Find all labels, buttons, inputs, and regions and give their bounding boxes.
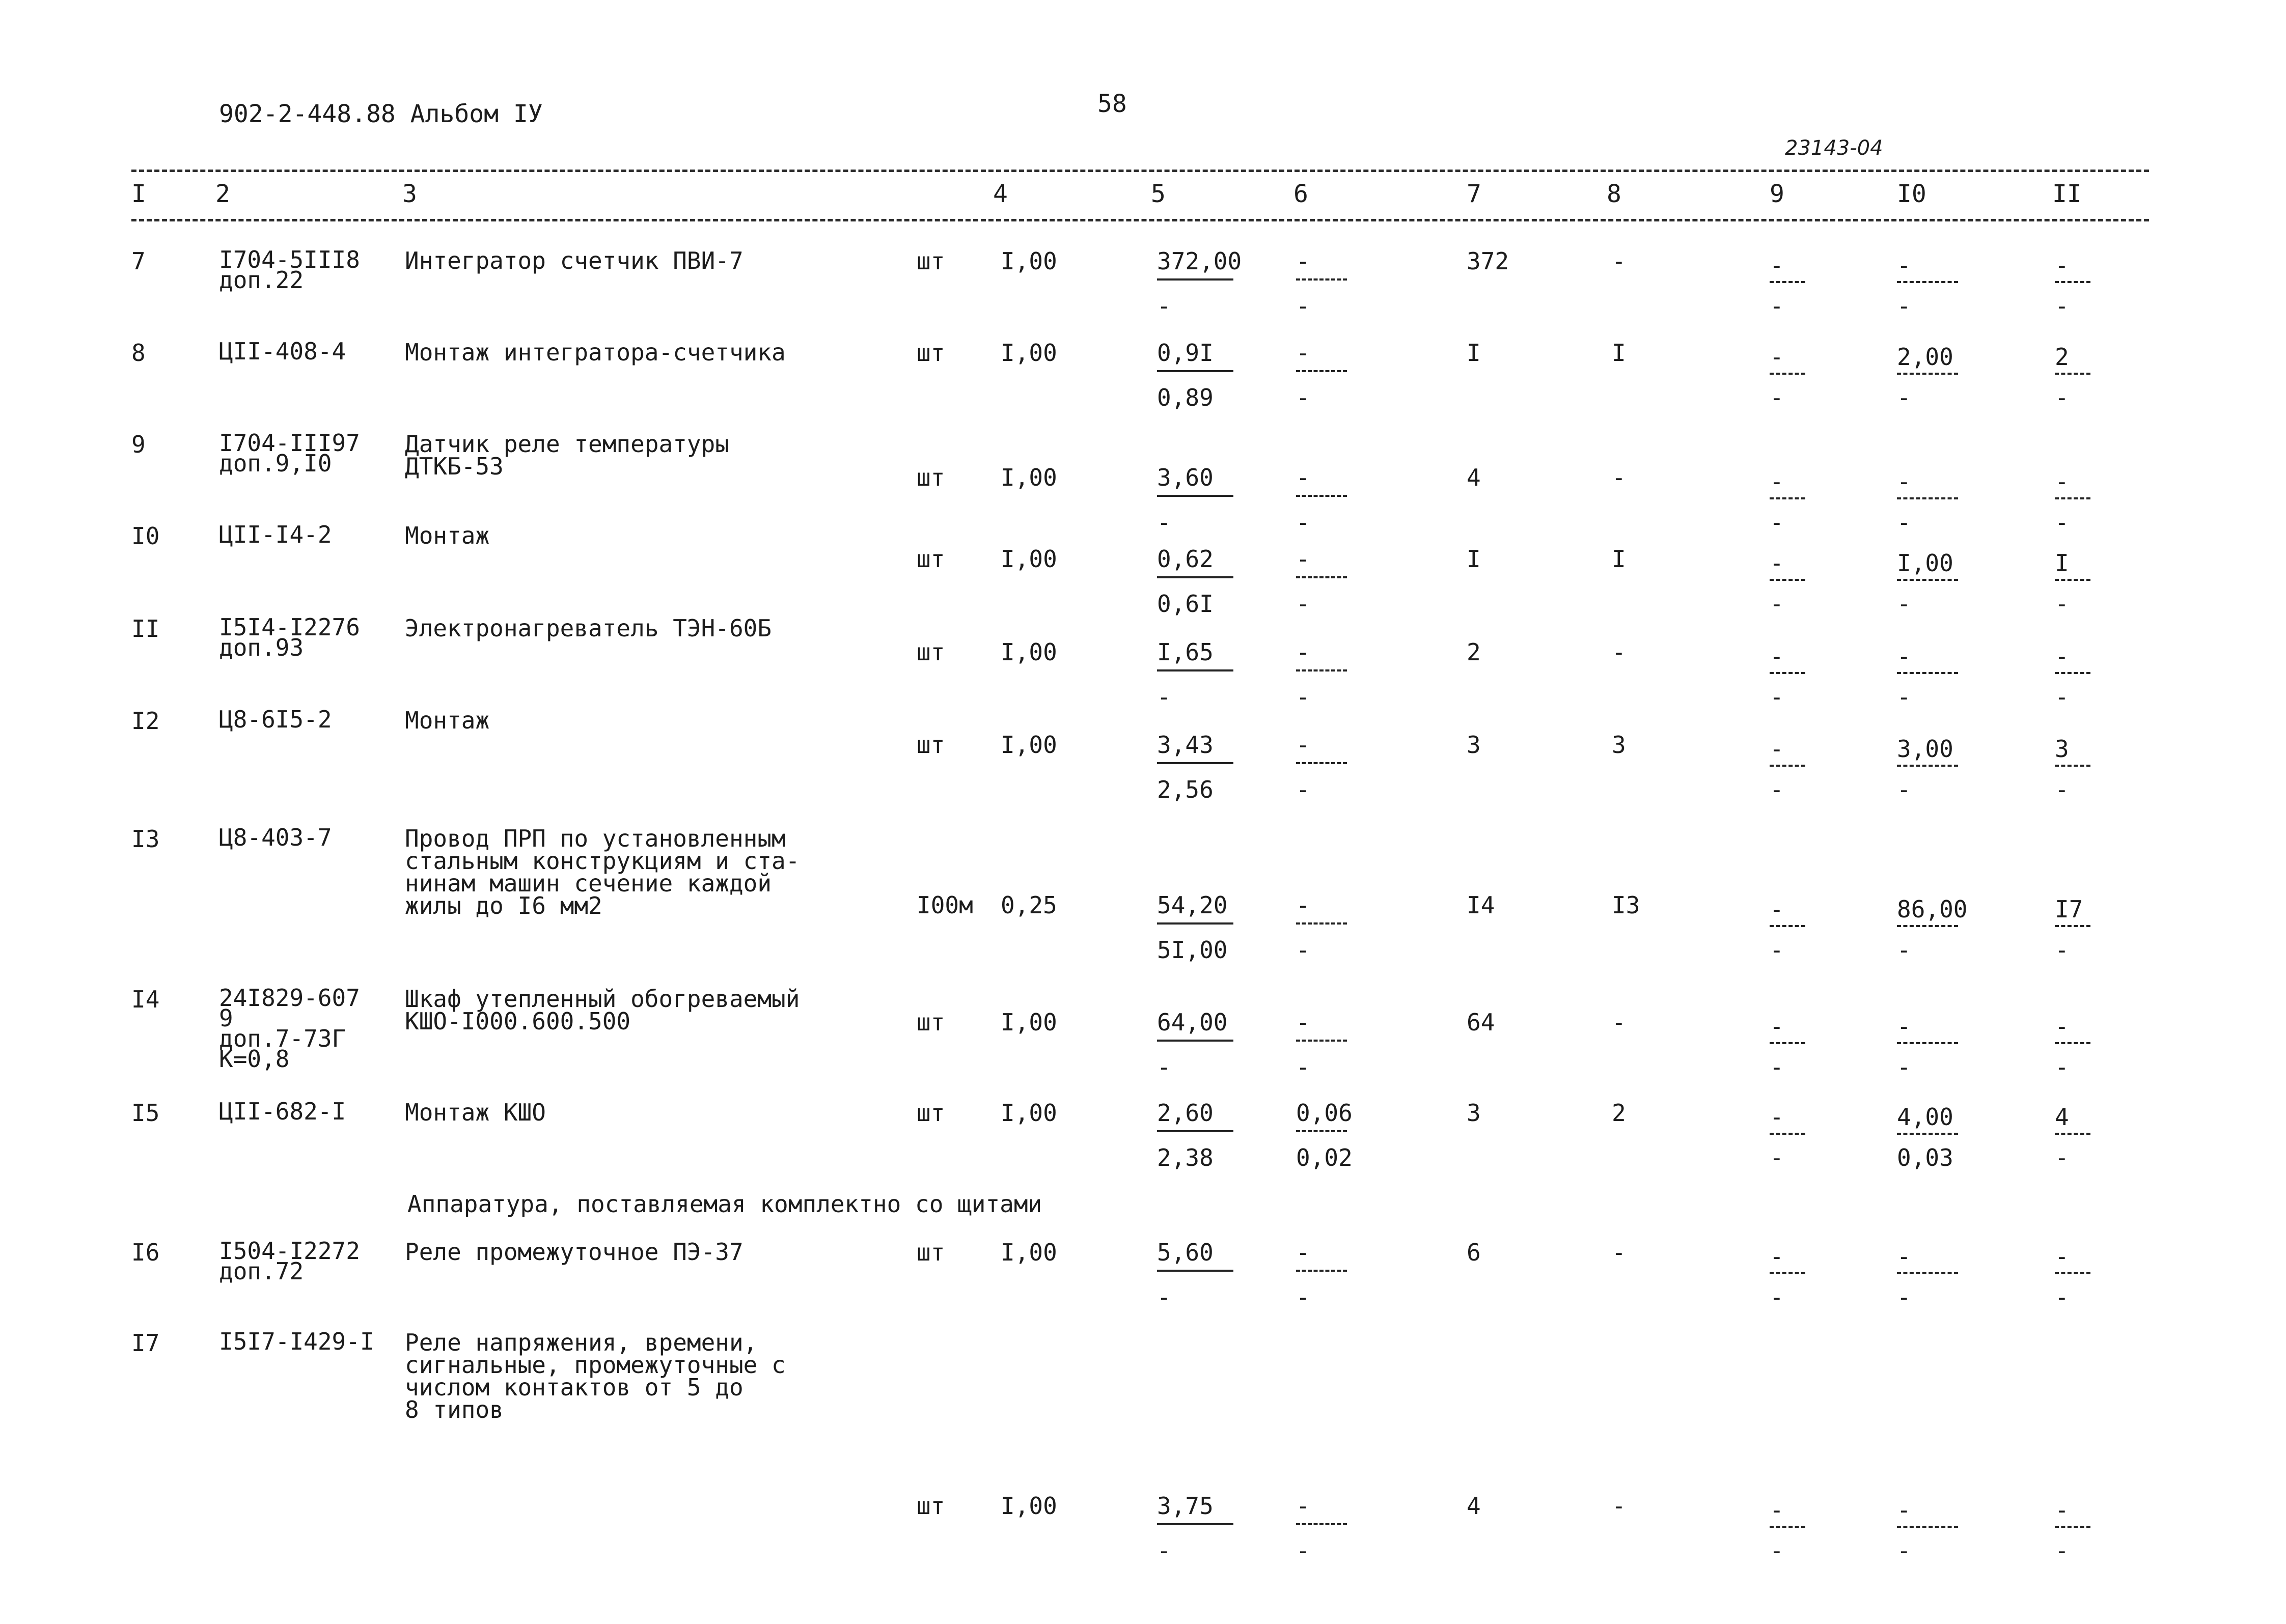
column-9-bottom: - bbox=[1770, 509, 1784, 536]
fraction-bar bbox=[1770, 1272, 1805, 1274]
row-number: I7 bbox=[131, 1329, 160, 1357]
column-10-bottom: - bbox=[1897, 1283, 1911, 1311]
column-8-value: - bbox=[1612, 1492, 1626, 1520]
fraction-bar bbox=[1897, 672, 1958, 674]
machine-cost: - bbox=[1296, 339, 1310, 367]
column-10-bottom: - bbox=[1897, 292, 1911, 320]
price-code: I5I4-I2276 доп.93 bbox=[219, 613, 360, 661]
column-10-top: 3,00 bbox=[1897, 735, 1953, 763]
fraction-bar bbox=[1157, 278, 1233, 281]
unit: шт bbox=[917, 247, 945, 275]
machine-cost: - bbox=[1296, 545, 1310, 573]
item-description: Интегратор счетчик ПВИ-7 bbox=[405, 247, 743, 274]
fraction-bar bbox=[2055, 1272, 2090, 1274]
fraction-bar bbox=[1157, 576, 1233, 578]
column-9-bottom: - bbox=[1770, 683, 1784, 711]
unit: шт bbox=[917, 1492, 945, 1520]
column-9-top: - bbox=[1770, 343, 1784, 371]
quantity: I,00 bbox=[1001, 247, 1057, 275]
fraction-bar bbox=[1157, 1130, 1233, 1132]
fraction-bar bbox=[1296, 1270, 1347, 1272]
column-8-value: I bbox=[1612, 339, 1626, 367]
row-number: II bbox=[131, 615, 160, 642]
item-description: Реле напряжения, времени, сигнальные, промежуточные с числом контактов от 5 до 8 типов bbox=[405, 1329, 786, 1423]
fraction-bar bbox=[2055, 281, 2090, 283]
column-9-top: - bbox=[1770, 468, 1784, 495]
unit: шт bbox=[917, 545, 945, 573]
unit: шт bbox=[917, 339, 945, 367]
item-description: Монтаж bbox=[405, 707, 490, 734]
column-9-bottom: - bbox=[1770, 1053, 1784, 1081]
column-9-top: - bbox=[1770, 1103, 1784, 1131]
column-9-top: - bbox=[1770, 895, 1784, 923]
item-description: Датчик реле температуры ДТКБ-53 bbox=[405, 430, 729, 480]
column-8-value: 3 bbox=[1612, 731, 1626, 759]
price-code: I504-I2272 доп.72 bbox=[219, 1237, 360, 1285]
column-10-top: 2,00 bbox=[1897, 343, 1953, 371]
column-header-10: I0 bbox=[1897, 180, 1926, 208]
fraction-bar bbox=[2055, 373, 2090, 375]
column-8-value: - bbox=[1612, 638, 1626, 666]
fraction-bar bbox=[1157, 370, 1233, 372]
column-10-bottom: 0,03 bbox=[1897, 1144, 1953, 1171]
price-code: I704-5III8 доп.22 bbox=[219, 246, 360, 294]
unit: шт bbox=[917, 464, 945, 491]
header-top-rule bbox=[131, 170, 2149, 172]
fraction-bar bbox=[2055, 765, 2090, 767]
item-description: Провод ПРП по установленным стальным конструкциям и ста- нинам машин сечение каждой жилы до I6 мм2 bbox=[405, 825, 800, 919]
cost-wages: 0,89 bbox=[1157, 384, 1214, 411]
fraction-bar bbox=[1157, 1270, 1233, 1272]
fraction-bar bbox=[2055, 1526, 2090, 1528]
price-code: I704-III97 доп.9,I0 bbox=[219, 429, 360, 477]
fraction-bar bbox=[1770, 373, 1805, 375]
fraction-bar bbox=[1897, 497, 1958, 499]
column-9-bottom: - bbox=[1770, 1537, 1784, 1564]
column-9-bottom: - bbox=[1770, 936, 1784, 964]
column-11-top: 2 bbox=[2055, 343, 2069, 371]
row-number: I0 bbox=[131, 522, 160, 550]
column-10-top: I,00 bbox=[1897, 549, 1953, 577]
quantity: I,00 bbox=[1001, 545, 1057, 573]
column-11-top: - bbox=[2055, 1013, 2069, 1040]
column-10-top: - bbox=[1897, 1243, 1911, 1270]
quantity: I,00 bbox=[1001, 339, 1057, 367]
quantity: I,00 bbox=[1001, 1099, 1057, 1127]
column-11-bottom: - bbox=[2055, 683, 2069, 711]
column-11-top: 4 bbox=[2055, 1103, 2069, 1131]
cost-total: 3,43 bbox=[1157, 731, 1214, 759]
column-7-value: 4 bbox=[1467, 464, 1481, 491]
cost-wages: 2,38 bbox=[1157, 1144, 1214, 1171]
machine-wages: - bbox=[1296, 384, 1310, 411]
column-header-9: 9 bbox=[1770, 180, 1784, 208]
column-11-bottom: - bbox=[2055, 1283, 2069, 1311]
row-number: I3 bbox=[131, 825, 160, 853]
quantity: I,00 bbox=[1001, 1492, 1057, 1520]
column-11-top: - bbox=[2055, 251, 2069, 279]
column-7-value: 372 bbox=[1467, 247, 1509, 275]
row-number: 7 bbox=[131, 247, 146, 275]
column-9-top: - bbox=[1770, 251, 1784, 279]
column-11-top: I7 bbox=[2055, 895, 2083, 923]
cost-total: 5,60 bbox=[1157, 1239, 1214, 1266]
column-8-value: I3 bbox=[1612, 891, 1640, 919]
column-header-3: 3 bbox=[402, 180, 417, 208]
column-11-bottom: - bbox=[2055, 590, 2069, 618]
column-10-bottom: - bbox=[1897, 683, 1911, 711]
column-9-bottom: - bbox=[1770, 776, 1784, 803]
row-number: 9 bbox=[131, 431, 146, 458]
machine-wages: - bbox=[1296, 1283, 1310, 1311]
column-10-bottom: - bbox=[1897, 1053, 1911, 1081]
column-10-top: 4,00 bbox=[1897, 1103, 1953, 1131]
fraction-bar bbox=[1897, 281, 1958, 283]
fraction-bar bbox=[1770, 765, 1805, 767]
column-10-bottom: - bbox=[1897, 776, 1911, 803]
cost-total: 64,00 bbox=[1157, 1009, 1228, 1036]
quantity: I,00 bbox=[1001, 731, 1057, 759]
fraction-bar bbox=[2055, 579, 2090, 581]
column-9-top: - bbox=[1770, 1243, 1784, 1270]
unit: шт bbox=[917, 1009, 945, 1036]
item-description: Монтаж интегратора-счетчика bbox=[405, 339, 786, 366]
column-11-top: 3 bbox=[2055, 735, 2069, 763]
fraction-bar bbox=[1296, 495, 1347, 497]
machine-wages: - bbox=[1296, 1053, 1310, 1081]
fraction-bar bbox=[1897, 1526, 1958, 1528]
column-header-4: 4 bbox=[993, 180, 1008, 208]
quantity: I,00 bbox=[1001, 464, 1057, 491]
cost-total: 372,00 bbox=[1157, 247, 1242, 275]
column-header-2: 2 bbox=[215, 180, 230, 208]
column-11-top: - bbox=[2055, 468, 2069, 495]
machine-cost: - bbox=[1296, 464, 1310, 491]
machine-wages: - bbox=[1296, 936, 1310, 964]
column-9-bottom: - bbox=[1770, 384, 1784, 411]
column-8-value: - bbox=[1612, 1239, 1626, 1266]
cost-wages: 2,56 bbox=[1157, 776, 1214, 803]
fraction-bar bbox=[1157, 922, 1233, 925]
column-8-value: - bbox=[1612, 464, 1626, 491]
column-8-value: I bbox=[1612, 545, 1626, 573]
column-header-11: II bbox=[2052, 180, 2082, 208]
column-9-bottom: - bbox=[1770, 292, 1784, 320]
column-11-top: - bbox=[2055, 1243, 2069, 1270]
fraction-bar bbox=[2055, 1042, 2090, 1044]
column-8-value: 2 bbox=[1612, 1099, 1626, 1127]
price-code: ЦII-408-4 bbox=[219, 338, 346, 365]
machine-wages: - bbox=[1296, 776, 1310, 803]
unit: шт bbox=[917, 638, 945, 666]
unit: шт bbox=[917, 1099, 945, 1127]
fraction-bar bbox=[1157, 669, 1233, 671]
column-header-5: 5 bbox=[1151, 180, 1166, 208]
item-description: Электронагреватель ТЭН-60Б bbox=[405, 614, 772, 642]
item-description: Шкаф утепленный обогреваемый КШО-I000.600.500 bbox=[405, 985, 800, 1035]
column-7-value: I bbox=[1467, 339, 1481, 367]
column-7-value: 3 bbox=[1467, 731, 1481, 759]
fraction-bar bbox=[1296, 762, 1347, 764]
item-description: Монтаж bbox=[405, 522, 490, 549]
column-11-bottom: - bbox=[2055, 776, 2069, 803]
machine-wages: - bbox=[1296, 683, 1310, 711]
cost-wages: - bbox=[1157, 683, 1171, 711]
column-8-value: - bbox=[1612, 1009, 1626, 1036]
cost-wages: 0,6I bbox=[1157, 590, 1214, 618]
row-number: 8 bbox=[131, 339, 146, 367]
page-number: 58 bbox=[1097, 90, 1127, 118]
column-11-bottom: - bbox=[2055, 1144, 2069, 1171]
fraction-bar bbox=[1897, 765, 1958, 767]
fraction-bar bbox=[1770, 925, 1805, 927]
machine-cost: - bbox=[1296, 891, 1310, 919]
column-11-bottom: - bbox=[2055, 936, 2069, 964]
column-11-bottom: - bbox=[2055, 509, 2069, 536]
fraction-bar bbox=[1770, 281, 1805, 283]
fraction-bar bbox=[2055, 1133, 2090, 1135]
fraction-bar bbox=[2055, 925, 2090, 927]
section-note: Аппаратура, поставляемая комплектно со щитами bbox=[407, 1190, 1042, 1218]
cost-total: I,65 bbox=[1157, 638, 1214, 666]
unit: I00м bbox=[917, 891, 973, 919]
price-code: 24I829-607 9 доп.7-73Г К=0,8 bbox=[219, 984, 360, 1073]
fraction-bar bbox=[1296, 1130, 1347, 1132]
document-reference: 902-2-448.88 Альбом IУ bbox=[219, 100, 543, 128]
fraction-bar bbox=[1157, 495, 1233, 497]
machine-cost: - bbox=[1296, 638, 1310, 666]
cost-total: 0,9I bbox=[1157, 339, 1214, 367]
machine-cost: - bbox=[1296, 1009, 1310, 1036]
column-11-bottom: - bbox=[2055, 1537, 2069, 1564]
price-code: Ц8-6I5-2 bbox=[219, 706, 332, 733]
machine-cost: - bbox=[1296, 1492, 1310, 1520]
fraction-bar bbox=[1296, 922, 1347, 925]
cost-wages: 5I,00 bbox=[1157, 936, 1228, 964]
unit: шт bbox=[917, 731, 945, 759]
column-7-value: 4 bbox=[1467, 1492, 1481, 1520]
cost-wages: - bbox=[1157, 1537, 1171, 1564]
fraction-bar bbox=[1770, 1526, 1805, 1528]
fraction-bar bbox=[1157, 1523, 1233, 1525]
quantity: I,00 bbox=[1001, 1239, 1057, 1266]
machine-wages: 0,02 bbox=[1296, 1144, 1353, 1171]
column-10-bottom: - bbox=[1897, 1537, 1911, 1564]
column-9-top: - bbox=[1770, 735, 1784, 763]
cost-wages: - bbox=[1157, 292, 1171, 320]
fraction-bar bbox=[1296, 370, 1347, 372]
column-header-7: 7 bbox=[1467, 180, 1481, 208]
fraction-bar bbox=[1296, 278, 1347, 281]
column-11-top: - bbox=[2055, 1496, 2069, 1524]
column-header-8: 8 bbox=[1607, 180, 1621, 208]
machine-cost: - bbox=[1296, 247, 1310, 275]
column-10-top: 86,00 bbox=[1897, 895, 1968, 923]
fraction-bar bbox=[2055, 497, 2090, 499]
cost-total: 3,75 bbox=[1157, 1492, 1214, 1520]
column-10-top: - bbox=[1897, 1496, 1911, 1524]
column-11-top: - bbox=[2055, 642, 2069, 670]
fraction-bar bbox=[1296, 669, 1347, 671]
column-10-top: - bbox=[1897, 642, 1911, 670]
fraction-bar bbox=[2055, 672, 2090, 674]
cost-total: 3,60 bbox=[1157, 464, 1214, 491]
fraction-bar bbox=[1770, 497, 1805, 499]
quantity: 0,25 bbox=[1001, 891, 1057, 919]
column-10-bottom: - bbox=[1897, 590, 1911, 618]
row-number: I5 bbox=[131, 1099, 160, 1127]
machine-cost: - bbox=[1296, 1239, 1310, 1266]
machine-wages: - bbox=[1296, 590, 1310, 618]
column-9-bottom: - bbox=[1770, 1144, 1784, 1171]
fraction-bar bbox=[1897, 1272, 1958, 1274]
column-7-value: 3 bbox=[1467, 1099, 1481, 1127]
registration-stamp: 23143-04 bbox=[1785, 136, 1883, 160]
cost-wages: - bbox=[1157, 1283, 1171, 1311]
column-9-bottom: - bbox=[1770, 590, 1784, 618]
column-10-top: - bbox=[1897, 251, 1911, 279]
column-11-bottom: - bbox=[2055, 1053, 2069, 1081]
cost-total: 0,62 bbox=[1157, 545, 1214, 573]
column-10-bottom: - bbox=[1897, 936, 1911, 964]
column-11-bottom: - bbox=[2055, 292, 2069, 320]
column-10-top: - bbox=[1897, 468, 1911, 495]
column-7-value: I bbox=[1467, 545, 1481, 573]
column-9-top: - bbox=[1770, 1496, 1784, 1524]
column-10-top: - bbox=[1897, 1013, 1911, 1040]
fraction-bar bbox=[1897, 1133, 1958, 1135]
quantity: I,00 bbox=[1001, 638, 1057, 666]
price-code: ЦII-682-I bbox=[219, 1098, 346, 1125]
item-description: Реле промежуточное ПЭ-37 bbox=[405, 1238, 743, 1266]
column-10-bottom: - bbox=[1897, 384, 1911, 411]
item-description: Монтаж КШО bbox=[405, 1099, 546, 1126]
column-header-1: I bbox=[131, 180, 146, 208]
row-number: I2 bbox=[131, 707, 160, 735]
fraction-bar bbox=[1296, 1523, 1347, 1525]
fraction-bar bbox=[1770, 672, 1805, 674]
column-8-value: - bbox=[1612, 247, 1626, 275]
machine-wages: - bbox=[1296, 292, 1310, 320]
machine-cost: - bbox=[1296, 731, 1310, 759]
column-9-bottom: - bbox=[1770, 1283, 1784, 1311]
cost-wages: - bbox=[1157, 1053, 1171, 1081]
row-number: I6 bbox=[131, 1239, 160, 1266]
price-code: I5I7-I429-I bbox=[219, 1328, 374, 1355]
column-10-bottom: - bbox=[1897, 509, 1911, 536]
fraction-bar bbox=[1157, 1040, 1233, 1042]
machine-wages: - bbox=[1296, 1537, 1310, 1564]
fraction-bar bbox=[1157, 762, 1233, 764]
fraction-bar bbox=[1296, 1040, 1347, 1042]
column-7-value: I4 bbox=[1467, 891, 1495, 919]
column-11-top: I bbox=[2055, 549, 2069, 577]
column-header-6: 6 bbox=[1293, 180, 1308, 208]
fraction-bar bbox=[1897, 373, 1958, 375]
cost-wages: - bbox=[1157, 509, 1171, 536]
column-7-value: 64 bbox=[1467, 1009, 1495, 1036]
column-11-bottom: - bbox=[2055, 384, 2069, 411]
fraction-bar bbox=[1770, 1042, 1805, 1044]
column-7-value: 6 bbox=[1467, 1239, 1481, 1266]
fraction-bar bbox=[1897, 1042, 1958, 1044]
column-9-top: - bbox=[1770, 642, 1784, 670]
cost-total: 2,60 bbox=[1157, 1099, 1214, 1127]
row-number: I4 bbox=[131, 986, 160, 1013]
header-bottom-rule bbox=[131, 219, 2149, 221]
fraction-bar bbox=[1296, 576, 1347, 578]
fraction-bar bbox=[1770, 1133, 1805, 1135]
fraction-bar bbox=[1897, 579, 1958, 581]
price-code: Ц8-403-7 bbox=[219, 824, 332, 851]
fraction-bar bbox=[1770, 579, 1805, 581]
column-9-top: - bbox=[1770, 549, 1784, 577]
column-7-value: 2 bbox=[1467, 638, 1481, 666]
quantity: I,00 bbox=[1001, 1009, 1057, 1036]
cost-total: 54,20 bbox=[1157, 891, 1228, 919]
fraction-bar bbox=[1897, 925, 1958, 927]
price-code: ЦII-I4-2 bbox=[219, 521, 332, 548]
unit: шт bbox=[917, 1239, 945, 1266]
column-9-top: - bbox=[1770, 1013, 1784, 1040]
machine-wages: - bbox=[1296, 509, 1310, 536]
machine-cost: 0,06 bbox=[1296, 1099, 1353, 1127]
